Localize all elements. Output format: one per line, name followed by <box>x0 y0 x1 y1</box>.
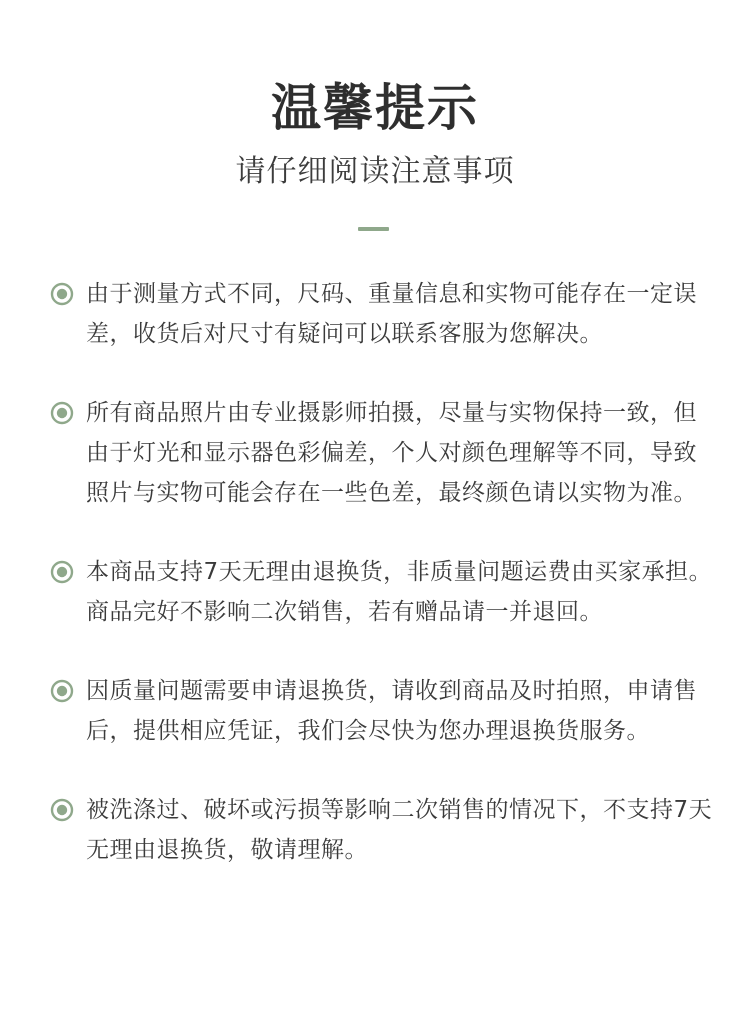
notice-text: 所有商品照片由专业摄影师拍摄，尽量与实物保持一致，但由于灯光和显示器色彩偏差，个人对颜色理解等不同，导致照片与实物可能会存在一些色差，最终颜色请以实物为准。 <box>86 400 697 506</box>
page-subtitle: 请仔细阅读注意事项 <box>235 154 515 189</box>
notice-list <box>48 274 718 870</box>
circle-dot-icon <box>50 798 74 822</box>
notice-text: 因质量问题需要申请退换货，请收到商品及时拍照，申请售后，提供相应凭证，我们会尽快为您办理退换货服务。 <box>86 678 697 744</box>
circle-dot-icon <box>50 560 74 584</box>
notice-text: 由于测量方式不同，尺码、重量信息和实物可能存在一定误差，收货后对尺寸有疑问可以联系客服为您解决。 <box>86 281 697 347</box>
title-divider <box>358 227 389 231</box>
notice-item <box>48 274 718 354</box>
circle-dot-icon <box>50 679 74 703</box>
notice-item <box>48 552 718 632</box>
circle-dot-icon <box>50 401 74 425</box>
notice-text: 本商品支持7天无理由退换货，非质量问题运费由买家承担。商品完好不影响二次销售，若有赠品请一并退回。 <box>86 559 713 625</box>
notice-item <box>48 790 718 870</box>
notice-text: 被洗涤过、破坏或污损等影响二次销售的情况下，不支持7天无理由退换货，敬请理解。 <box>86 797 713 863</box>
page-title: 温馨提示 <box>271 79 479 137</box>
notice-item <box>48 671 718 751</box>
circle-dot-icon <box>50 282 74 306</box>
notice-item <box>48 393 718 513</box>
